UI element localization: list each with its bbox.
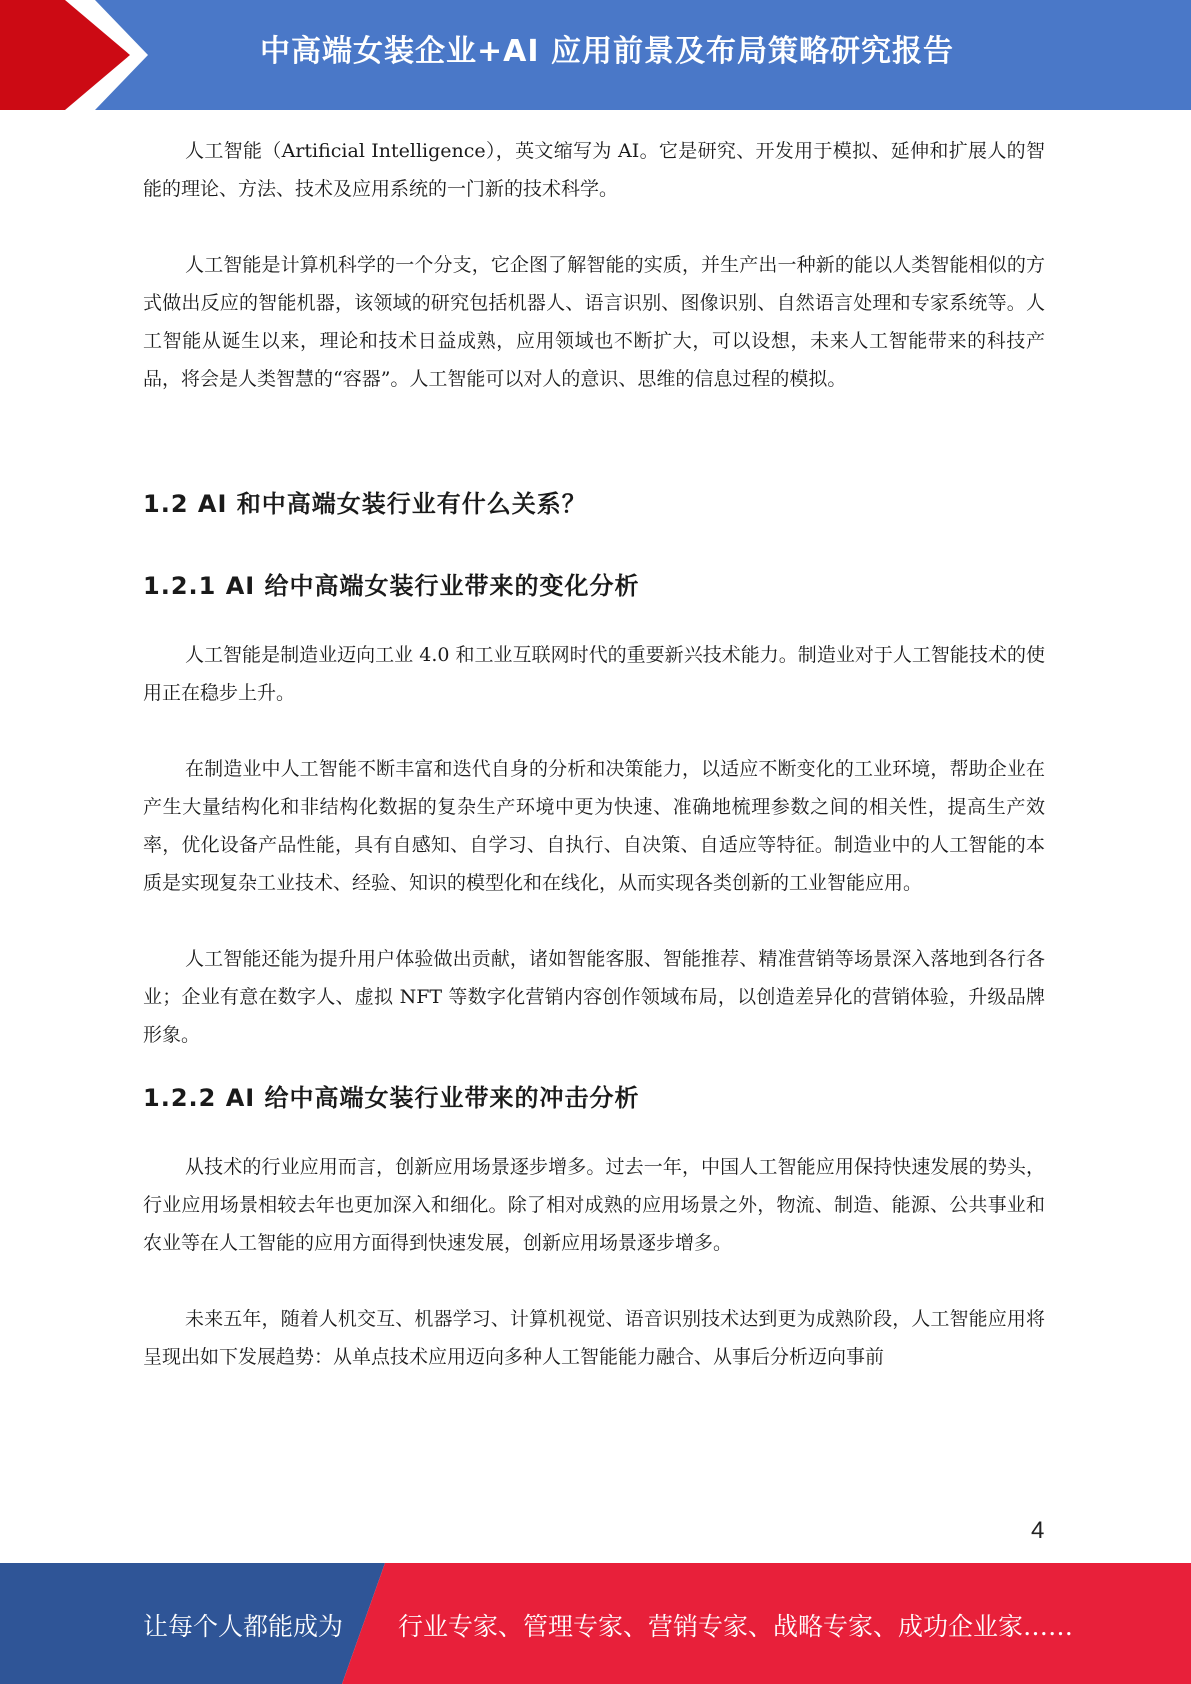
page-content [143, 132, 1045, 1376]
paragraph: 人工智能（Artificial Intelligence），英文缩写为 AI。它是研究、开发用于模拟、延伸和扩展人的智能的理论、方法、技术及应用系统的一门新的技术科学。 [143, 140, 1045, 200]
paragraph: 人工智能是制造业迈向工业 4.0 和工业互联网时代的重要新兴技术能力。制造业对于人工智能技术的使用正在稳步上升。 [143, 644, 1045, 704]
paragraph: 人工智能是计算机科学的一个分支，它企图了解智能的实质，并生产出一种新的能以人类智能相似的方式做出反应的智能机器，该领域的研究包括机器人、语言识别、图像识别、自然语言处理和专家系统等。人工智能从诞生以来，理论和技术日益成熟，应用领域也不断扩大，可以设想，未来人工智能带来的科技产品，将会是人类智慧的“容器”。人工智能可以对人的意识、思维的信息过程的模拟。 [143, 254, 1045, 390]
page-header [0, 0, 1191, 110]
paragraph: 在制造业中人工智能不断丰富和迭代自身的分析和决策能力，以适应不断变化的工业环境，帮助企业在产生大量结构化和非结构化数据的复杂生产环境中更为快速、准确地梳理参数之间的相关性，提高生产效率，优化设备产品性能，具有自感知、自学习、自执行、自决策、自适应等特征。制造业中的人工智能的本质是实现复杂工业技术、经验、知识的模型化和在线化，从而实现各类创新的工业智能应用。 [143, 758, 1045, 894]
section-heading-1-2-1: 1.2.1 AI 给中高端女装行业带来的变化分析 [143, 572, 640, 600]
footer-slogan-left: 让每个人都能成为 [143, 1612, 344, 1641]
paragraph: 从技术的行业应用而言，创新应用场景逐步增多。过去一年，中国人工智能应用保持快速发展的势头，行业应用场景相较去年也更加深入和细化。除了相对成熟的应用场景之外，物流、制造、能源、公共事业和农业等在人工智能的应用方面得到快速发展，创新应用场景逐步增多。 [143, 1156, 1045, 1254]
page-number: 4 [1031, 1517, 1045, 1544]
page-footer [0, 1563, 1191, 1684]
section-heading-1-2: 1.2 AI 和中高端女装行业有什么关系？ [143, 490, 587, 518]
paragraph: 人工智能还能为提升用户体验做出贡献，诸如智能客服、智能推荐、精准营销等场景深入落地到各行各业；企业有意在数字人、虚拟 NFT 等数字化营销内容创作领域布局，以创造差异化的营销体验，升级品牌形象。 [143, 948, 1045, 1046]
paragraph: 未来五年，随着人机交互、机器学习、计算机视觉、语音识别技术达到更为成熟阶段，人工智能应用将呈现出如下发展趋势：从单点技术应用迈向多种人工智能能力融合、从事后分析迈向事前 [143, 1308, 1045, 1368]
report-title: 中高端女装企业+AI 应用前景及布局策略研究报告 [260, 34, 954, 69]
section-heading-1-2-2: 1.2.2 AI 给中高端女装行业带来的冲击分析 [143, 1084, 640, 1112]
footer-slogan-right: 行业专家、管理专家、营销专家、战略专家、成功企业家…… [398, 1612, 1074, 1641]
